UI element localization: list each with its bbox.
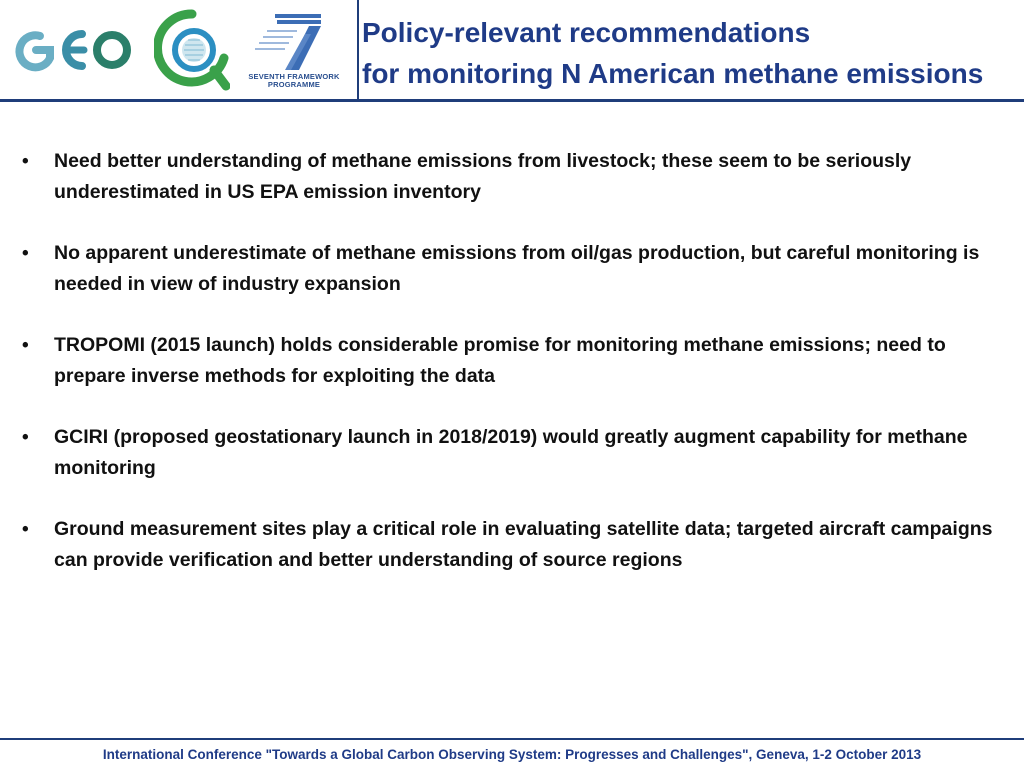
bullet-item bbox=[0, 422, 1024, 484]
header-divider-vertical bbox=[357, 0, 359, 100]
bullet-text: GCIRI (proposed geostationary launch in 2018/2019) would greatly augment capability for methane monitoring bbox=[54, 426, 968, 479]
fp7-logo bbox=[247, 10, 341, 92]
ring-logo-icon bbox=[154, 8, 230, 92]
fp7-logo-line1: SEVENTH FRAMEWORK bbox=[248, 72, 340, 81]
footer-divider bbox=[0, 738, 1024, 740]
bullet-text: Ground measurement sites play a critical role in evaluating satellite data; targeted aircraft campaigns can provide verification and better understanding of source regions bbox=[54, 518, 993, 571]
fp7-logo-line2: PROGRAMME bbox=[267, 80, 321, 89]
slide-title-line1: Policy-relevant recommendations bbox=[362, 17, 811, 48]
geo-logo-icon bbox=[10, 24, 134, 76]
bullet-item bbox=[0, 146, 1024, 208]
bullet-text: TROPOMI (2015 launch) holds considerable promise for monitoring methane emissions; need to prepare inverse methods for exploiting the data bbox=[54, 334, 946, 387]
bullet-item bbox=[0, 238, 1024, 300]
bullet-text: Need better understanding of methane emissions from livestock; these seem to be seriously underestimated in US EPA emission inventory bbox=[54, 150, 912, 203]
bullet-text: No apparent underestimate of methane emissions from oil/gas production, but careful monitoring is needed in view of industry expansion bbox=[54, 242, 980, 295]
slide-title-line2: for monitoring N American methane emissions bbox=[362, 58, 984, 89]
bullet-dot: • bbox=[22, 335, 29, 356]
header-divider-horizontal bbox=[0, 99, 1024, 102]
footer-conference-text: International Conference "Towards a Global Carbon Observing System: Progresses and Challenges", Geneva, 1-2 October 2013 bbox=[102, 747, 922, 762]
bullet-item bbox=[0, 330, 1024, 392]
bullet-item bbox=[0, 514, 1024, 576]
seventh-framework-programme-icon bbox=[247, 10, 341, 72]
bullet-dot: • bbox=[22, 519, 29, 540]
bullet-list bbox=[0, 146, 1024, 606]
slide-title bbox=[362, 12, 1022, 94]
slide-header bbox=[0, 0, 1024, 100]
bullet-dot: • bbox=[22, 427, 29, 448]
bullet-dot: • bbox=[22, 243, 29, 264]
bullet-dot: • bbox=[22, 151, 29, 172]
